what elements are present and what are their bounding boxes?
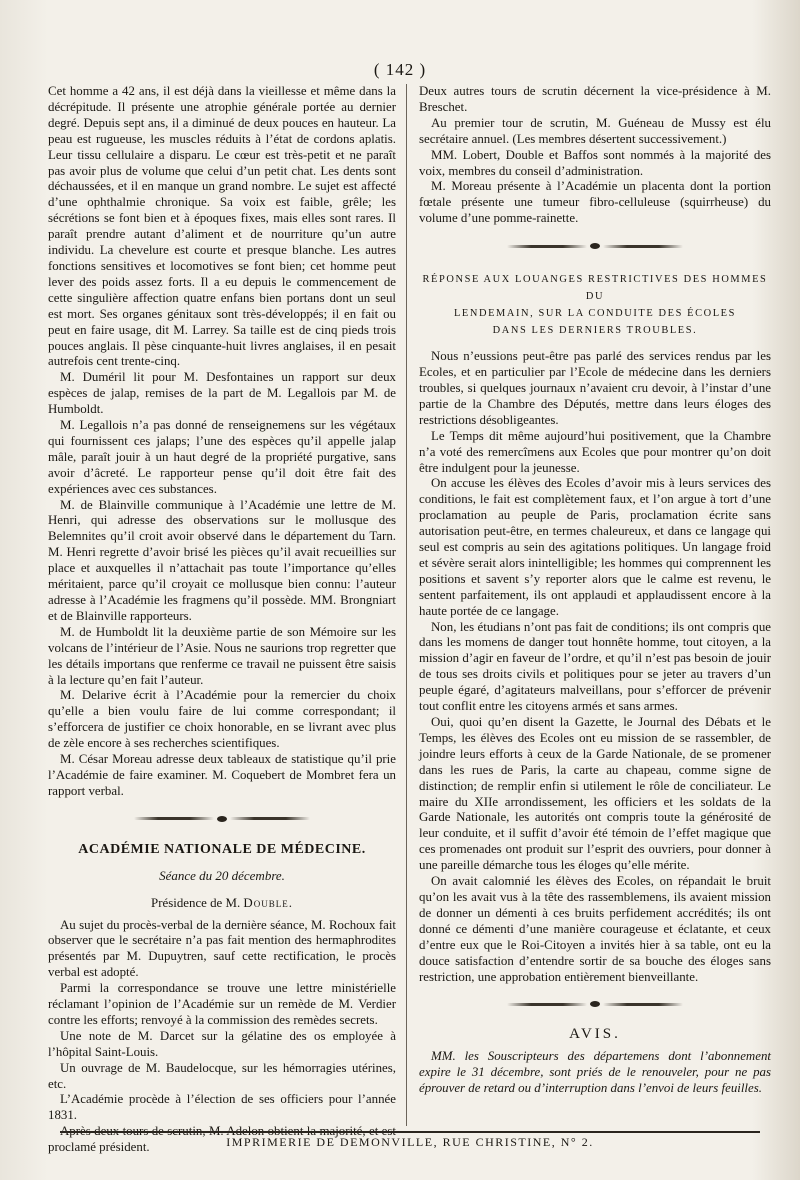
president-name: Double.	[243, 895, 293, 910]
article-paragraph: M. de Blainville communique à l’Académie une lettre de M. Henri, qui adresse des observations sur le mollusque des Belemnites qu’il croit avoir observé dans le département du Tarn. M. Henri regrette d’avoir brisé les pièces qu’il avait recueillies sur place et auxquelles il n’attachait pas toute l’importance qu’elles méritaient, parce qu’il croyait ce mollusque bien connu: l’auteur adresse à l’Académie les fragmens qu’il possède. MM. Brongniart et de Blainville rapporteurs.	[48, 497, 396, 623]
article-paragraph: L’Académie procède à l’élection de ses officiers pour l’année 1831.	[48, 1092, 396, 1123]
left-column	[48, 84, 396, 1156]
article-paragraph: Un ouvrage de M. Baudelocque, sur les hémorragies utérines, etc.	[48, 1060, 396, 1091]
article-paragraph: M. Legallois n’a pas donné de renseignemens sur les végétaux qui fournissent ces jalaps; l’une des espèces qu’il appelle jalap mâle, paraît jouir à un haut degré de la propriété purgative, sans avoir d’âcreté. Le rapporteur pense qu’il doit être fait des expériences avec ces substances.	[48, 418, 396, 496]
avis-title: AVIS.	[569, 1026, 621, 1043]
article-paragraph: Oui, quoi qu’en disent la Gazette, le Journal des Débats et le Temps, les élèves des Ecoles ont eu mission de se rassembler, de joindre leurs efforts à ceux de la Garde Nationale, de se promener dans les rues de Paris, la carte au chapeau, comme signe de distinction; de remplir enfin si utilement le rôle de conciliateur. Le maire du XIIe arrondissement, les officiers et les soldats de la Garde Nationale, les autorités ont compris toute la générosité de leur conduite, et il suffit d’avoir été témoin de l’effet magique que ces promenades ont produit sur l’esprit des ouvriers, pour donner à une pareille démarche tous les éloges qu’elle mérite.	[419, 715, 771, 873]
section-title-line: DANS LES DERNIERS TROUBLES.	[492, 325, 698, 337]
section-title-line: RÉPONSE AUX LOUANGES RESTRICTIVES DES HOMMES DU	[422, 274, 768, 303]
ornament-separator	[419, 227, 771, 265]
article-paragraph: M. de Humboldt lit la deuxième partie de son Mémoire sur les volcans de l’intérieur de l’Asie. Nous ne saurions trop regretter que les détails importans que renferme ce travail ne puissent être saisis à la lecture qu’en fait l’auteur.	[48, 624, 396, 687]
avis-text: MM. les Souscripteurs des départemens dont l’abonnement expire le 31 décembre, sont priés de le renouveler, pour ne pas éprouver de retard ou d’interruption dans l’envoi de leurs feuilles.	[419, 1049, 771, 1096]
article-paragraph: Une note de M. Darcet sur la gélatine des os employée à l’hôpital Saint-Louis.	[48, 1028, 396, 1059]
article-paragraph: Nous n’eussions peut-être pas parlé des services rendus par les Ecoles, et en particulier par l’Ecole de médecine dans les derniers troubles, si quelques journaux n’avaient cru devoir, à l’instar d’une partie de la Chambre des Députés, mettre dans leurs éloges des restrictions désobligeantes.	[419, 349, 771, 427]
article-paragraph: On avait calomnié les élèves des Ecoles, on répandait le bruit qu’on les avait vus à la tête des rassemblemens, ils avaient mission de donner un démenti à ces bruits perfidement accrédités; ils ont donné ce démenti d’une manière courageuse et éclatante, et ceux d’entre eux que le Roi-Citoyen a invités hier à sa table, ont eu la douce satisfaction d’entendre sortir de sa bouche des éloges sans restriction, une approbation entièrement bienveillante.	[419, 874, 771, 984]
ornament-separator	[419, 985, 771, 1023]
article-paragraph: On accuse les élèves des Ecoles d’avoir mis à leurs services des conditions, le fait est complètement faux, et l’on argue à tort d’une proclamation au peuple de Paris, proclamation écrite sans autorisation peut-être, en termes chaleureux, et dans ce langage qui seul est compris au sein des agitations politiques. Un langage froid et sévère serait alors inintelligible; les hommes qui comprennent les positions et savent s’y reporter alors que le calme est revenu, le sentent parfaitement, ils ont applaudi et applaudissent encore à la haute portée de ce langage.	[419, 476, 771, 618]
presidence-prefix: Présidence de M.	[151, 895, 241, 910]
article-paragraph: Deux autres tours de scrutin décernent la vice-présidence à M. Breschet.	[419, 84, 771, 114]
article-paragraph: Au sujet du procès-verbal de la dernière séance, M. Rochoux fait observer que le secrétaire n’a pas fait mention des hermaphrodites présentés par M. Dupuytren, sauf cette rectification, le procès verbal est adopté.	[48, 917, 396, 980]
ornament-separator	[48, 800, 396, 838]
article-paragraph: Cet homme a 42 ans, il est déjà dans la vieillesse et même dans la décrépitude. Il présente une atrophie générale portée au dernier degré. Depuis sept ans, il a diminué de deux pouces en hauteur. La peau est rugueuse, les muscles réduits à l’état de cordons aplatis. Leur tissu cellulaire a disparu. Le cœur est très-petit et ne paraît pas avoir plus de volume que celui d’un petit chat. Les dents sont déchaussées, et il en manque un grand nombre. Le sujet est affecté d’une ophthalmie chronique. Sa voix est faible, grêle; les sécrétions se font bien et à époques fixes, mais elles sont rares. Il paraît prendre autant d’aliment et de nourriture qu’un autre individu. La chevelure est courte et presque blanche. Les autres fonctions sensitives et locomotives se font bien; cet homme peut lever des poids assez forts. Il a eu depuis le commencement de cette singulière affection quatre enfans bien portans dont un seul est mort. Ses organes génitaux sont très-développés; il en fait ou peut en faire usage, dit M. Larrey. Sa taille est de cinq pieds trois pouces anglais. Il pèse cinquante-huit livres anglaises, il en pesait autrefois cent trente-cinq.	[48, 84, 396, 369]
article-paragraph: MM. Lobert, Double et Baffos sont nommés à la majorité des voix, membres du conseil d’administration.	[419, 147, 771, 178]
seance-date: Séance du 20 décembre.	[159, 867, 285, 883]
section-title-line: LENDEMAIN, SUR LA CONDUITE DES ÉCOLES	[453, 308, 736, 320]
article-paragraph: Au premier tour de scrutin, M. Guéneau de Mussy est élu secrétaire annuel. (Les membres désertent successivement.)	[419, 115, 771, 146]
article-paragraph: Parmi la correspondance se trouve une lettre ministérielle réclamant l’opinion de l’Académie sur un remède de M. Verdier contre les efforts; renvoyé à la commission des remèdes secrets.	[48, 981, 396, 1027]
section-title	[419, 271, 771, 339]
article-paragraph: Non, les étudians n’ont pas fait de conditions; ils ont compris que dans les momens de danger tout honnête homme, tout citoyen, a la mission d’agir en faveur de l’ordre, et qu’il n’est pas besoin de jouir de tous ses droits civils et politiques pour se jeter au travers d’un peuple égaré, d’agitateurs malveillans, pour s’efforcer de prévenir tout conflit entre les citoyens armés et sans armes.	[419, 619, 771, 714]
article-paragraph: M. César Moreau adresse deux tableaux de statistique qu’il prie l’Académie de faire examiner. M. Coquebert de Mombret fera un rapport verbal.	[48, 752, 396, 798]
right-column	[419, 84, 771, 1097]
article-paragraph: Le Temps dit même aujourd’hui positivement, que la Chambre n’a voté des remercîmens aux Ecoles que pour montrer qu’on doit être indulgent pour la jeunesse.	[419, 428, 771, 475]
article-paragraph: M. Duméril lit pour M. Desfontaines un rapport sur deux espèces de jalap, remises de la part de M. Legallois par M. de Humboldt.	[48, 370, 396, 417]
article-paragraph: Après deux tours de scrutin, M. Adelon obtient la majorité, et est proclamé président.	[48, 1124, 396, 1155]
article-paragraph: M. Moreau présente à l’Académie un placenta dont la portion fœtale présente une tumeur fibro-celluleuse (squirrheuse) du volume d’une pomme-rainette.	[419, 179, 771, 226]
page-number: ( 142 )	[373, 60, 427, 79]
section-title: ACADÉMIE NATIONALE DE MÉDECINE.	[78, 841, 366, 857]
column-divider	[406, 84, 407, 1126]
presidence-line	[48, 896, 396, 912]
article-paragraph: M. Delarive écrit à l’Académie pour la remercier du choix qu’elle a bien voulu faire de lui comme correspondant; il s’efforcera de justifier ce choix honorable, en se livrant avec plus de zèle encore à ses recherches scientifiques.	[48, 688, 396, 751]
printer-footer: IMPRIMERIE DE DEMONVILLE, RUE CHRISTINE, N° 2.	[60, 1131, 760, 1150]
